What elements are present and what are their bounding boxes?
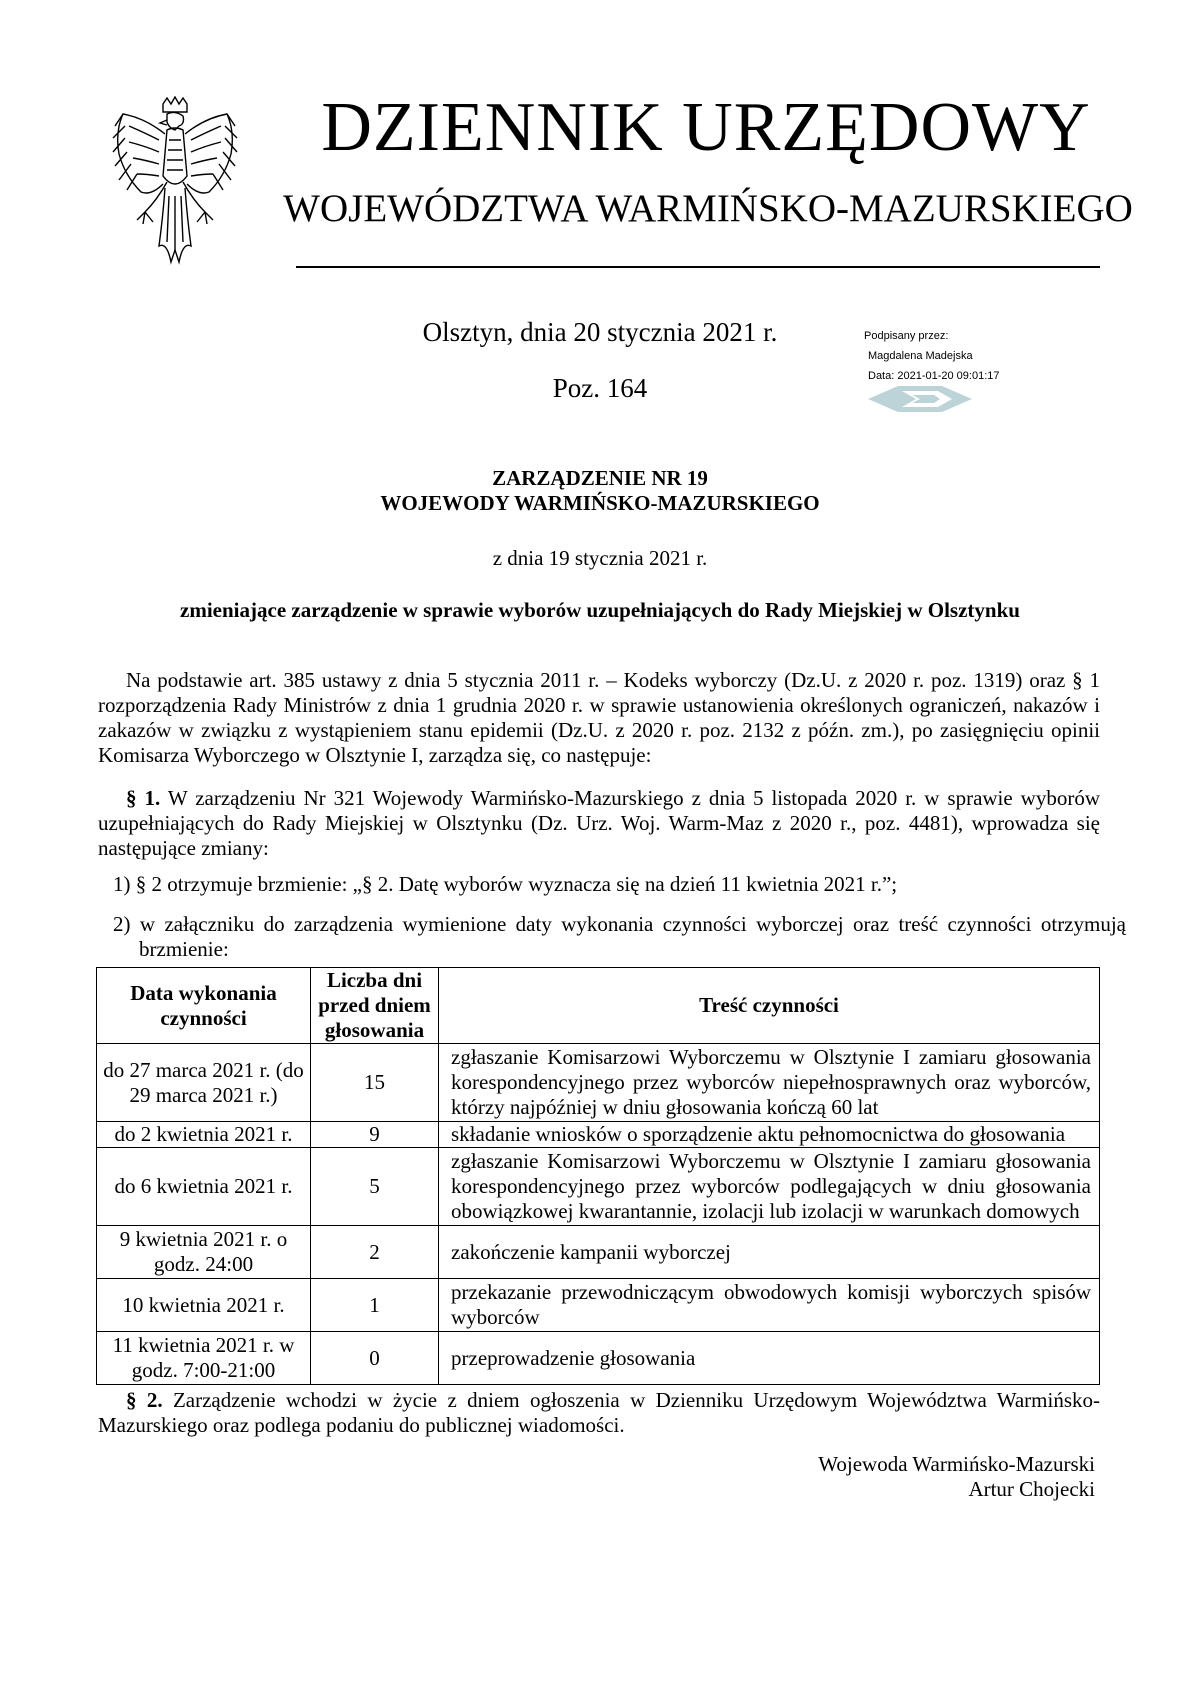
row-date: 9 kwietnia 2021 r. o godz. 24:00: [97, 1226, 311, 1279]
section-1-paragraph: [98, 786, 1100, 861]
document-subject: zmieniające zarządzenie w sprawie wyborów uzupełniających do Rady Miejskiej w Olsztynku: [180, 598, 1020, 622]
coat-of-arms-eagle-icon: [104, 96, 246, 272]
electronic-signature-block: [864, 326, 1104, 386]
row-date: 11 kwietnia 2021 r. w godz. 7:00-21:00: [97, 1332, 311, 1385]
position-number: Poz. 164: [552, 373, 648, 403]
row-date: do 27 marca 2021 r. (do 29 marca 2021 r.): [97, 1044, 311, 1122]
row-date: do 6 kwietnia 2021 r.: [97, 1148, 311, 1226]
row-days: 1: [311, 1279, 439, 1332]
row-days: 0: [311, 1332, 439, 1385]
signature-name: Magdalena Madejska: [868, 350, 973, 362]
row-task: zgłaszanie Komisarzowi Wyborczemu w Olsztynie I zamiaru głosowania korespondencyjnego przez wyborców podlegających w dniu głosowania obowiązkowej kwarantannie, izolacji lub izolacji w warunkach domowych: [439, 1148, 1100, 1226]
preamble-paragraph: Na podstawie art. 385 ustawy z dnia 5 stycznia 2011 r. – Kodeks wyborczy (Dz.U. z 2020 r. poz. 1319) oraz § 1 rozporządzenia Rady Ministrów z dnia 1 grudnia 2020 r. w sprawie ustanowienia określonych ograniczeń, nakazów i zakazów w związku z wystąpieniem stanu epidemii (Dz.U. z 2020 r. poz. 2132 z późn. zm.), po zasięgnięciu opinii Komisarza Wyborczego w Olsztynie I, zarządza się, co następuje:: [98, 668, 1100, 767]
document-title: [100, 466, 1100, 516]
signer-block: [818, 1452, 1095, 1502]
row-task: zgłaszanie Komisarzowi Wyborczemu w Olsztynie I zamiaru głosowania korespondencyjnego przez wyborców niepełnosprawnych oraz wyborców, którzy najpóźniej w dniu głosowania kończą 60 lat: [439, 1044, 1100, 1122]
row-days: 5: [311, 1148, 439, 1226]
election-schedule-table: [96, 967, 1100, 1385]
masthead-title: DZIENNIK URZĘDOWY: [321, 89, 1091, 166]
signer-title: Wojewoda Warmińsko-Mazurski: [818, 1452, 1095, 1476]
row-days: 9: [311, 1122, 439, 1148]
row-task: składanie wniosków o sporządzenie aktu pełnomocnictwa do głosowania: [439, 1122, 1100, 1148]
document-title-line1: ZARZĄDZENIE NR 19: [492, 466, 708, 490]
table-row: [97, 1279, 1100, 1332]
table-row: [97, 1148, 1100, 1226]
table-row: [97, 1332, 1100, 1385]
document-title-line2: WOJEWODY WARMIŃSKO-MAZURSKIEGO: [380, 491, 820, 515]
header-days: Liczba dni przed dniem głosowania: [311, 968, 439, 1044]
item-1-number: 1): [113, 872, 131, 896]
signature-label: Podpisany przez:: [864, 330, 949, 342]
section-1-label: § 1.: [126, 786, 161, 810]
row-date: 10 kwietnia 2021 r.: [97, 1279, 311, 1332]
amendment-item-2: [113, 912, 1126, 962]
section-1-text: W zarządzeniu Nr 321 Wojewody Warmińsko-Mazurskiego z dnia 5 listopada 2020 r. w sprawie wyborów uzupełniających do Rady Miejskiej w Olsztynku (Dz. Urz. Woj. Warm-Maz z 2020 r., poz. 4481), wprowadza się następujące zmiany:: [98, 786, 1100, 860]
signature-date: Data: 2021-01-20 09:01:17: [868, 370, 1000, 382]
row-task: przekazanie przewodniczącym obwodowych komisji wyborczych spisów wyborców: [439, 1279, 1100, 1332]
masthead-subtitle: WOJEWÓDZTWA WARMIŃSKO-MAZURSKIEGO: [283, 187, 1133, 230]
row-date: do 2 kwietnia 2021 r.: [97, 1122, 311, 1148]
row-days: 2: [311, 1226, 439, 1279]
masthead-rule: [296, 266, 1100, 268]
amendment-item-1: [113, 872, 1126, 897]
section-2-label: § 2.: [126, 1388, 163, 1412]
table-row: [97, 1122, 1100, 1148]
header-date: Data wykonania czynności: [97, 968, 311, 1044]
row-task: zakończenie kampanii wyborczej: [439, 1226, 1100, 1279]
section-2-text: Zarządzenie wchodzi w życie z dniem ogłoszenia w Dzienniku Urzędowym Województwa Warmińsko-Mazurskiego oraz podlega podaniu do publicznej wiadomości.: [98, 1388, 1101, 1437]
place-date: Olsztyn, dnia 20 stycznia 2021 r.: [422, 317, 778, 347]
section-2-paragraph: [98, 1388, 1100, 1438]
header-task: Treść czynności: [439, 968, 1100, 1044]
row-task: przeprowadzenie głosowania: [439, 1332, 1100, 1385]
table-row: [97, 1226, 1100, 1279]
table-header-row: [97, 968, 1100, 1044]
table-row: [97, 1044, 1100, 1122]
row-days: 15: [311, 1044, 439, 1122]
signature-logo-icon: [868, 386, 972, 412]
item-1-text: § 2 otrzymuje brzmienie: „§ 2. Datę wyborów wyznacza się na dzień 11 kwietnia 2021 r.”;: [135, 872, 898, 896]
item-2-text: w załączniku do zarządzenia wymienione daty wykonania czynności wyborczej oraz treść czynności otrzymują brzmienie:: [139, 912, 1126, 961]
item-2-number: 2): [113, 912, 131, 936]
signer-name: Artur Chojecki: [968, 1477, 1095, 1501]
document-date: z dnia 19 stycznia 2021 r.: [492, 546, 708, 570]
